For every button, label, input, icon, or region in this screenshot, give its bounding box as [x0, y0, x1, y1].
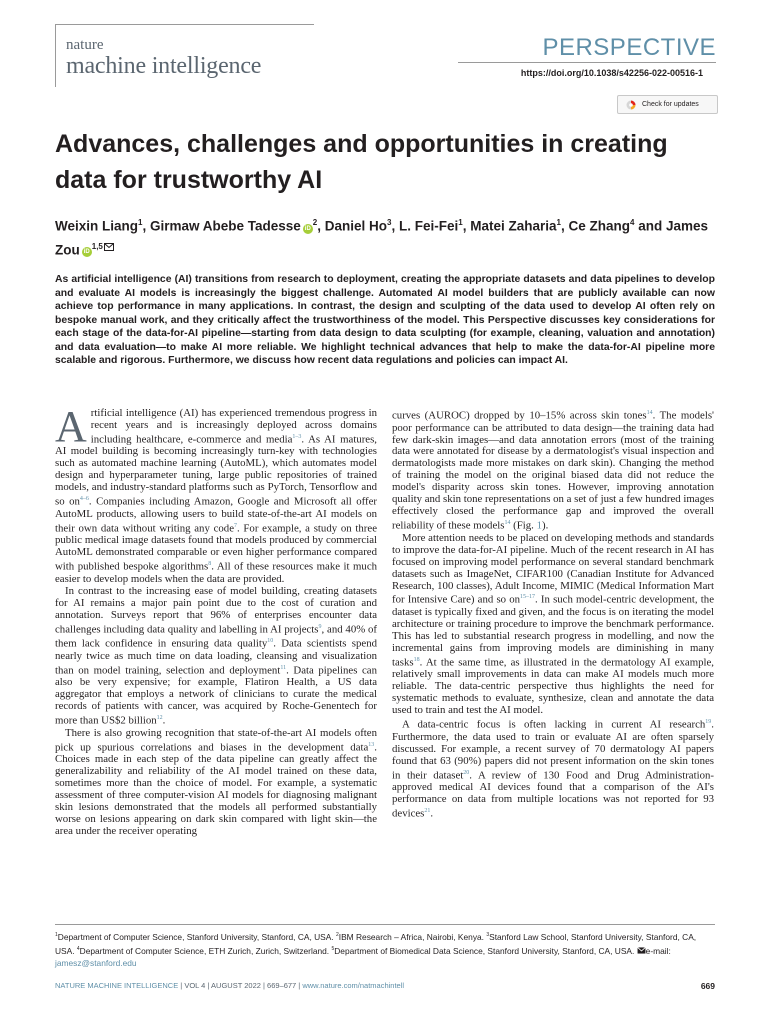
- journal-logo[interactable]: [55, 24, 314, 87]
- author-affiliation: 1: [138, 218, 143, 227]
- reference-link[interactable]: 15–17: [520, 594, 536, 601]
- author-name[interactable]: Weixin Liang: [55, 218, 139, 234]
- check-for-updates-button[interactable]: [617, 95, 718, 114]
- author-list: Weixin Liang$^1$, Girmaw Abebe Tadesse $iD^2$, Daniel Ho$^3$, L. Fei-Fei$^1$, Matei Zaharia$^1$, Ce Zhang$^4$ and James Zou iD$^{1,5}$: [55, 218, 709, 257]
- check-for-updates-label: Check for updates: [642, 101, 699, 108]
- affiliations-footnote: $^1$Department of Computer Science, Stanford University, Stanford, CA, USA. $^2$IBM Research – Africa, Nairobi, Kenya. $^3$Stanford Law School, Stanford University, Stanford, CA, USA. $^4$Department of Computer Science, ETH Zurich, Zurich, Switzerland. $^5$Department of Biomedical Data Science, Stanford University, Stanford, CA, USA. e-mail: jamesz@stanford.edu: [55, 924, 715, 969]
- reference-link[interactable]: 14: [504, 520, 511, 527]
- footer-journal: NATURE MACHINE INTELLIGENCE: [55, 981, 179, 990]
- author-affiliation: 1,5: [91, 241, 103, 251]
- author-affiliation: 2: [312, 218, 318, 227]
- author-affiliation: 3: [387, 218, 392, 227]
- author-name[interactable]: Ce Zhang: [568, 218, 630, 234]
- reference-link[interactable]: 8: [208, 561, 212, 568]
- top-bar: [0, 0, 768, 10]
- page-footer: [55, 981, 715, 990]
- page-number: 669: [700, 981, 715, 991]
- orcid-icon[interactable]: iD: [83, 249, 90, 255]
- footer-details: | VOL 4 | AUGUST 2022 | 669–677 |: [178, 981, 303, 990]
- body-paragraph: More attention needs to be placed on developing methods and standards to improve the data-for-AI pipeline. Much of the recent research in AI has focused on improving model performance on several standard benchmark datasets such as ImageNet, CIFAR100 (Canadian Institute for Advanced Research, 100 classes), Adult Income, MIMIC (Medical Information Mart for Intensive Care) and so $on^{15-17}$. In such model-centric development, the dataset is typically fixed and given, and the focus is on iterating the model architecture or training procedure to improve the benchmark performance. This has led to substantial research progress in modelling, and now the incremental gains from improving models are diminishing in many tasks$^{18}$. At the same time, as illustrated in the dermatology AI example, relatively small improvements in data can make AI models much more reliable. The data-centric perspective thus highlights the need for systematic methods to evaluate, synthesize, clean and annotate the data used to train and test the AI model.: [392, 531, 714, 717]
- author-name[interactable]: Girmaw Abebe Tadesse: [149, 218, 301, 234]
- body-column-left: [55, 402, 378, 838]
- reference-link[interactable]: 18: [413, 656, 420, 663]
- reference-link[interactable]: 1–3: [292, 433, 302, 440]
- author-name[interactable]: L. Fei-Fei: [399, 218, 459, 234]
- drop-cap: A: [55, 402, 87, 451]
- reference-link[interactable]: 13: [368, 741, 375, 748]
- footer-url[interactable]: www.nature.com/natmachintell: [302, 981, 405, 990]
- body-paragraph: A data-centric focus is often lacking in current AI research$^{19}$. Furthermore, the data used to train or evaluate AI are often sparsely discussed. For example, a recent survey of 70 dermatology AI papers found that 63 (90%) papers did not present information on the skin tones in their dataset$^{20}$. A review of 130 Food and Drug Administration-approved medical AI devices found that a comparison of the AI's performance on data from multiple locations was not reported for 93 devices$^{21}$.: [392, 718, 714, 820]
- envelope-icon[interactable]: [104, 243, 114, 251]
- body-paragraph: In contrast to the increasing ease of model building, creating datasets for AI remains a major pain point due to the cost of curation and annotation. Surveys report that 96% of enterprises encounter data challenges including data quality and labelling in AI projects$^9$, and 40% of them lack confidence in ensuring data quality$^{10}$. Data scientists spend nearly twice as much time on data loading, cleansing and visualization than on model training, selection and deployment$^{11}$. Data pipelines can also be very expensive; for example, Flatiron Health, a US data aggregator that employs a network of clinicians to curate the medical records of patients with cancer, was acquired by Roche-Genentech for more than US$2 billion$^{12}$.: [55, 584, 378, 727]
- article-type-label: PERSPECTIVE: [542, 34, 716, 61]
- journal-logo-name: machine intelligence: [66, 53, 262, 79]
- author-affiliation: 1: [458, 218, 463, 227]
- author-name[interactable]: Matei Zaharia: [470, 218, 557, 234]
- reference-link[interactable]: 7: [233, 522, 237, 529]
- reference-link[interactable]: 4–6: [79, 496, 89, 503]
- journal-logo-nature: nature: [66, 37, 104, 53]
- email-link[interactable]: jamesz@stanford.edu: [55, 957, 137, 968]
- author-name[interactable]: James Zou: [55, 218, 709, 257]
- author-affiliation: 4: [630, 218, 635, 227]
- reference-link[interactable]: 11: [280, 664, 287, 671]
- envelope-icon: [637, 947, 646, 954]
- abstract: As artificial intelligence (AI) transitions from research to deployment, creating the appropriate datasets and data pipelines to develop and evaluate AI models is increasingly the biggest challenge. Automated AI model builders that are publicly available can now achieve top performance in many applications. In contrast, the design and sculpting of the data used to develop AI often rely on bespoke manual work, and they critically affect the trustworthiness of the model. This Perspective discusses key considerations for each stage of the data-for-AI pipeline—starting from data design to data sculpting (for example, cleaning, valuation and annotation) and data evaluation—to make AI more reliable. We highlight technical advances that help to make the data-for-AI pipeline more scalable and rigorous. Furthermore, we discuss how recent data regulations and policies can impact AI.: [55, 274, 715, 366]
- reference-link[interactable]: 20: [463, 769, 470, 776]
- doi-link[interactable]: https://doi.org/10.1038/s42256-022-00516-1: [520, 68, 703, 78]
- article-title: Advances, challenges and opportunities in creating data for trustworthy AI: [55, 130, 668, 194]
- reference-link[interactable]: 10: [267, 638, 274, 645]
- reference-link[interactable]: 14: [646, 410, 653, 416]
- crossmark-icon: [626, 100, 636, 110]
- body-column-right: [392, 408, 714, 821]
- body-paragraph: There is also growing recognition that state-of-the-art AI models often pick up spurious correlations and biases in the development data$^{13}$. Choices made in each step of the data pipeline can greatly affect the generalizability and reliability of the AI model trained on these data, sometimes more than the choice of model. For example, a systematic assessment of three computer-vision AI models for diagnosing malignant skin lesions demonstrated that the models all performed substantially worse on lesions appearing on dark skin compared with light skin—the area under the receiver operating: [55, 726, 377, 837]
- figure-link[interactable]: 1: [536, 519, 542, 532]
- body-paragraph: curves (AUROC) dropped by 10–15% across skin tones$^{14}$. The models' poor performance can be attributed to data design—the training data had few dark-skin images—and data annotation errors (most of the training data were annotated for disease by a dermatologist's visual inspection and dermatologists made more mistakes on dark skin). Changing the method of training the model on the original biased data did not reduce the model's disparity across skin tones. However, improving annotation quality and skin tone representations on a set of just a few hundred images effectively closed the performance gap and improved the overall reliability of these models$^{14}$ (Fig. 1).: [392, 409, 714, 532]
- orcid-icon[interactable]: iD: [304, 225, 311, 232]
- reference-link[interactable]: 21: [424, 808, 431, 815]
- reference-link[interactable]: 12: [156, 715, 163, 722]
- body-paragraph: Artificial intelligence (AI) has experienced tremendous progress in recent years and is increasingly deployed across domains including healthcare, e-commerce and media$^{1-3}$. As AI matures, AI model building is becoming increasingly turn-key with technologies such as automated machine learning (AutoML), which automates model design and hyperparameter tuning, large public repositories of trained models, and industry-standard platforms such as PyTorch, Tensorflow and so $on^{4-6}$. Companies including Amazon, Google and Microsoft all offer AutoML products, allowing users to build state-of-the-art AI models on their own data without writing any code$^7$. For example, a study on three public medical image datasets found that models produced by commercial AutoML demonstrated comparable or even higher performance compared with published bespoke algorithms$^8$. All of these resources make it much easier to develop models when the data are provided.: [55, 402, 378, 585]
- author-affiliation: 1: [556, 218, 561, 227]
- author-name[interactable]: Daniel Ho: [324, 218, 388, 234]
- reference-link[interactable]: 19: [705, 719, 712, 726]
- reference-link[interactable]: 9: [318, 623, 322, 630]
- header-divider: [458, 62, 716, 63]
